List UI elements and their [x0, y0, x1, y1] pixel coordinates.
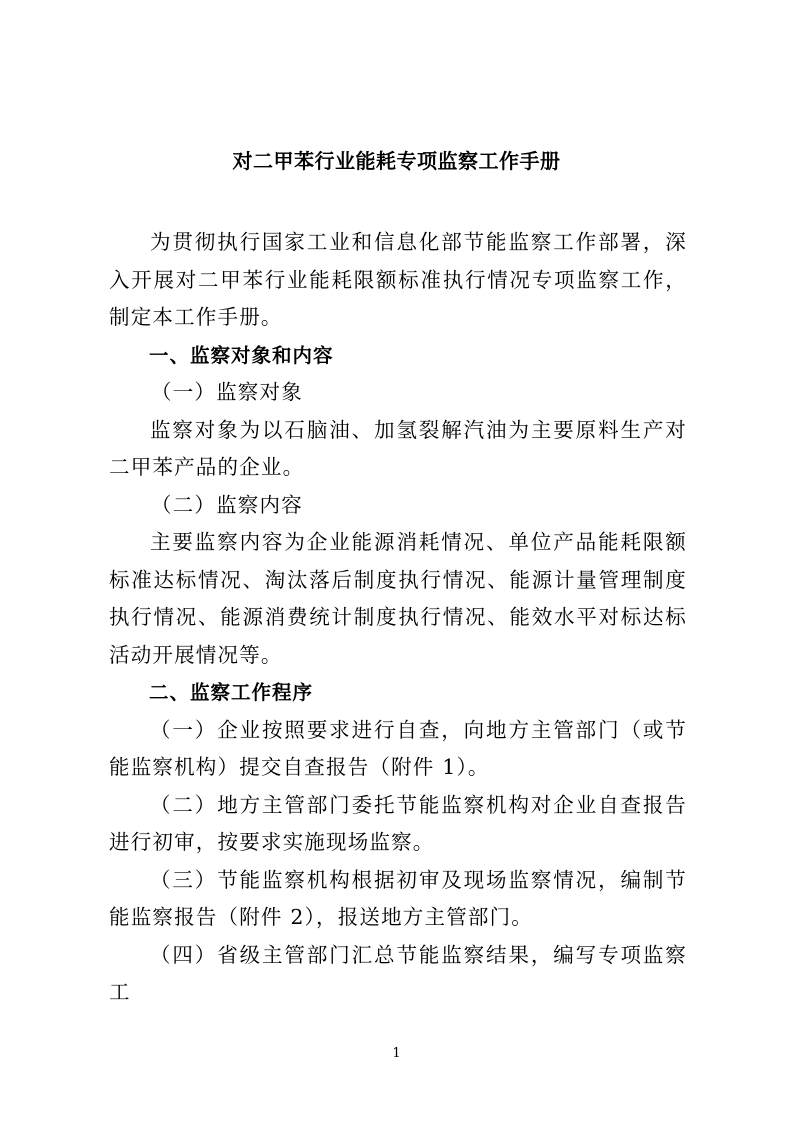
section-heading-2: 二、监察工作程序 — [149, 681, 314, 704]
subsection-heading-1-2: （二）监察内容 — [151, 492, 303, 517]
procedure-step-1: （一）企业按照要求进行自查，向地方主管部门（或节能监察机构）提交自查报告（附件 1）。 — [109, 717, 687, 779]
subsection-heading-1-1: （一）监察对象 — [151, 380, 303, 404]
procedure-step-4: （四）省级主管部门汇总节能监察结果，编写专项监察工 — [109, 942, 687, 1004]
paragraph-supervision-content: 主要监察内容为企业能源消耗情况、单位产品能耗限额标准达标情况、淘汰落后制度执行情况、能源计量管理制度执行情况、能源消费统计制度执行情况、能效水平对标达标活动开展情况等。 — [109, 530, 687, 667]
section-heading-1: 一、监察对象和内容 — [149, 343, 334, 367]
procedure-step-3: （三）节能监察机构根据初审及现场监察情况，编制节能监察报告（附件 2），报送地方主管部门。 — [109, 867, 687, 929]
procedure-step-2: （二）地方主管部门委托节能监察机构对企业自查报告进行初审，按要求实施现场监察。 — [109, 792, 687, 854]
page-number: 1 — [392, 1046, 401, 1061]
document-body — [109, 224, 687, 1012]
paragraph-supervision-target: 监察对象为以石脑油、加氢裂解汽油为主要原料生产对二甲苯产品的企业。 — [109, 417, 687, 479]
intro-paragraph: 为贯彻执行国家工业和信息化部节能监察工作部署，深入开展对二甲苯行业能耗限额标准执行情况专项监察工作，制定本工作手册。 — [109, 230, 687, 329]
document-title: 对二甲苯行业能耗专项监察工作手册 — [232, 149, 561, 173]
